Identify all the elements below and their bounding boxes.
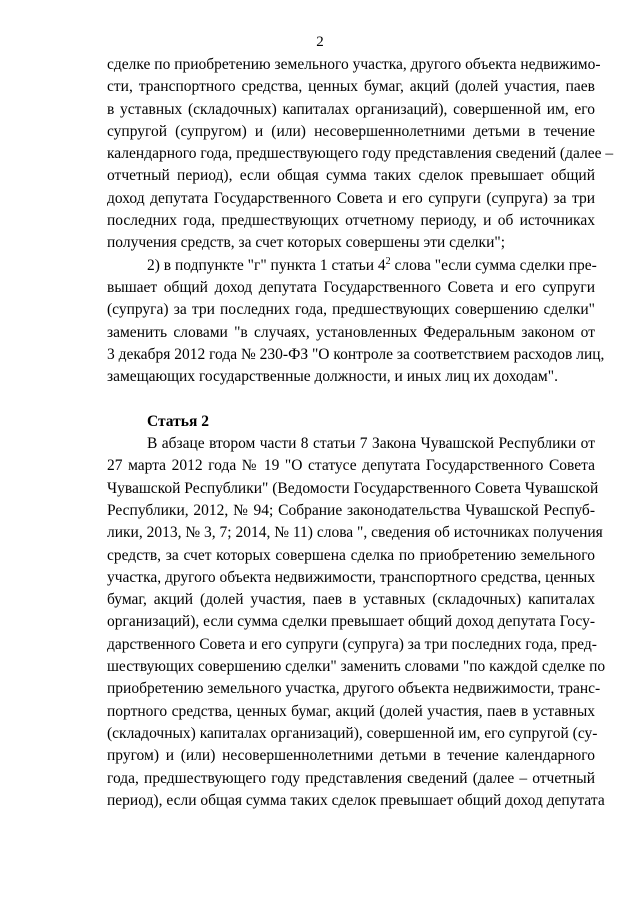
text-segment: 2) в подпункте "г" пункта 1 статьи 4 — [147, 256, 386, 274]
text-line: период), если общая сумма таких сделок превышает общий доход депутата — [107, 791, 605, 809]
text-line: пругом) и (или) несовершеннолетними детьми в течение календарного — [107, 747, 595, 765]
text-line: получения средств, за счет которых совершены эти сделки"; — [107, 234, 505, 252]
text-line: шествующих совершению сделки" заменить словами "по каждой сделке по — [107, 658, 606, 676]
text-line: (супруга) за три последних года, предшествующих совершению сделки" — [107, 301, 595, 319]
text-line: портного средства, ценных бумаг, акций (долей участия, паев в уставных — [107, 702, 595, 720]
text-segment: слова "если сумма сделки пре- — [390, 256, 597, 274]
text-line: календарного года, предшествующего году представления сведений (далее – — [107, 145, 614, 163]
text-line: последних года, предшествующих отчетному периоду, и об источниках — [107, 212, 595, 230]
text-line: сделке по приобретению земельного участка, другого объекта недвижимо- — [107, 56, 601, 73]
text-line — [107, 255, 595, 277]
text-line: лики, 2013, № 3, 7; 2014, № 11) слова ", сведения об источниках получения — [107, 524, 603, 542]
text-line: отчетный период), если общая сумма таких сделок превышает общий — [107, 167, 595, 185]
text-line: бумаг, акций (долей участия, паев в уставных (складочных) капиталах — [107, 591, 595, 609]
text-line: года, предшествующего году представления сведений (далее – отчетный — [107, 769, 595, 787]
text-line: средств, за счет которых совершена сделка по приобретению земельного — [107, 546, 595, 564]
text-line: Республики, 2012, № 94; Собрание законодательства Чувашской Респуб- — [107, 501, 595, 519]
text-line: приобретению земельного участка, другого объекта недвижимости, транс- — [107, 680, 601, 698]
superscript: 2 — [385, 255, 391, 267]
text-line: организаций), если сумма сделки превышает общий доход депутата Госу- — [107, 613, 595, 631]
text-line: в уставных (складочных) капиталах организаций), совершенной им, его — [107, 100, 595, 118]
text-line: замещающих государственные должности, и иных лиц их доходам". — [107, 368, 558, 386]
text-line: вышает общий доход депутата Государственного Совета и его супруги — [107, 278, 595, 296]
text-line: доход депутата Государственного Совета и его супруги (супруга) за три — [107, 189, 595, 207]
text-line: заменить словами "в случаях, установленных Федеральным законом от — [107, 323, 595, 341]
text-line: дарственного Совета и его супруги (супруга) за три последних года, пред- — [107, 635, 597, 653]
text-line: Чувашской Республики" (Ведомости Государственного Совета Чувашской — [107, 479, 599, 497]
article-heading: Статья 2 — [147, 412, 209, 430]
text-line: сти, транспортного средства, ценных бумаг, акций (долей участия, паев — [107, 78, 595, 96]
page-number: 2 — [316, 34, 324, 50]
text-line: В абзаце втором части 8 статьи 7 Закона Чувашской Республики от — [147, 435, 595, 453]
document-body — [107, 54, 614, 812]
text-line: участка, другого объекта недвижимости, транспортного средства, ценных — [107, 568, 596, 586]
blank-line — [107, 388, 595, 410]
text-line: (складочных) капиталах организаций), совершенной им, его супругой (су- — [107, 724, 598, 742]
text-line: супругой (супругом) и (или) несовершеннолетними детьми в течение — [107, 122, 595, 140]
text-line: 27 марта 2012 года № 19 "О статусе депутата Государственного Совета — [107, 457, 595, 475]
text-line: 3 декабря 2012 года № 230-ФЗ "О контроле за соответствием расходов лиц, — [107, 345, 605, 363]
